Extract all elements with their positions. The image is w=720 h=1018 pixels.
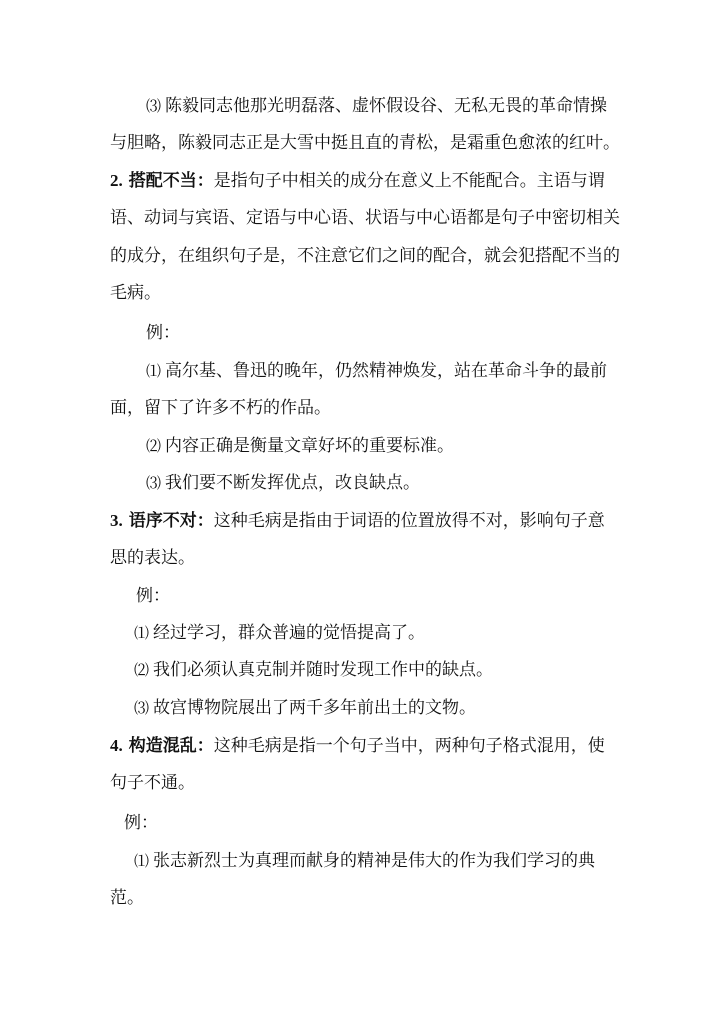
paragraph-line — [146, 434, 454, 459]
line-text: 例： — [124, 813, 158, 833]
line-text: 张志新烈士为真理而献身的精神是伟大的作为我们学习的典 — [153, 851, 596, 871]
paragraph-line — [134, 849, 595, 874]
section-title: 语序不对： — [128, 511, 214, 531]
paragraph-line — [110, 771, 195, 795]
line-text: 这种毛病是指一个句子当中，两种句子格式混用，使 — [213, 736, 605, 756]
paragraph-line — [146, 471, 420, 496]
paragraph-line — [146, 94, 607, 119]
example-label — [146, 321, 180, 345]
section-heading-line — [110, 169, 605, 193]
line-text: 高尔基、鲁迅的晚年，仍然精神焕发，站在革命斗争的最前 — [165, 361, 608, 381]
paragraph-line — [110, 281, 161, 305]
section-heading-line — [110, 734, 605, 758]
line-text: 与胆略，陈毅同志正是大雪中挺且直的青松，是霜重色愈浓的红叶。 — [110, 133, 620, 153]
line-text: 语、动词与宾语、定语与中心语、状语与中心语都是句子中密切相关 — [110, 208, 620, 228]
paragraph-line — [110, 131, 620, 155]
paragraph-line — [134, 696, 476, 721]
line-text: 陈毅同志他那光明磊落、虚怀假设谷、无私无畏的革命情操 — [165, 96, 608, 116]
line-text: 例： — [146, 323, 180, 343]
item-number: ⑴ — [134, 626, 150, 642]
line-text: 句子不通。 — [110, 773, 195, 793]
line-text: 经过学习，群众普遍的觉悟提高了。 — [153, 623, 426, 643]
line-text: 是指句子中相关的成分在意义上不能配合。主语与谓 — [213, 171, 605, 191]
paragraph-line — [110, 206, 620, 230]
line-text: 故宫博物院展出了两千多年前出土的文物。 — [153, 698, 477, 718]
line-text: 例： — [136, 586, 170, 606]
line-text: 的成分，在组织句子是，不注意它们之间的配合，就会犯搭配不当的 — [110, 246, 620, 266]
example-label — [136, 584, 170, 608]
paragraph-line — [134, 658, 493, 683]
item-number: ⑶ — [146, 99, 162, 115]
section-number: 4. — [110, 736, 123, 755]
section-title: 构造混乱： — [128, 736, 214, 756]
line-text: 我们必须认真克制并随时发现工作中的缺点。 — [153, 660, 494, 680]
line-text: 思的表达。 — [110, 548, 195, 568]
item-number: ⑶ — [134, 701, 150, 717]
example-label — [124, 811, 158, 835]
paragraph-line — [110, 886, 144, 910]
line-text: 毛病。 — [110, 283, 161, 303]
line-text: 这种毛病是指由于词语的位置放得不对，影响句子意 — [213, 511, 605, 531]
item-number: ⑴ — [146, 364, 162, 380]
item-number: ⑵ — [134, 663, 150, 679]
paragraph-line — [110, 546, 195, 570]
line-text: 我们要不断发挥优点，改良缺点。 — [165, 473, 421, 493]
line-text: 范。 — [110, 888, 144, 908]
item-number: ⑶ — [146, 476, 162, 492]
paragraph-line — [146, 359, 607, 384]
section-number: 2. — [110, 171, 123, 190]
line-text: 内容正确是衡量文章好坏的重要标准。 — [165, 436, 455, 456]
section-number: 3. — [110, 511, 123, 530]
line-text: 面，留下了许多不朽的作品。 — [110, 398, 331, 418]
paragraph-line — [110, 396, 331, 420]
item-number: ⑴ — [134, 854, 150, 870]
section-title: 搭配不当： — [128, 171, 214, 191]
section-heading-line — [110, 509, 605, 533]
item-number: ⑵ — [146, 439, 162, 455]
paragraph-line — [134, 621, 425, 646]
paragraph-line — [110, 244, 620, 268]
